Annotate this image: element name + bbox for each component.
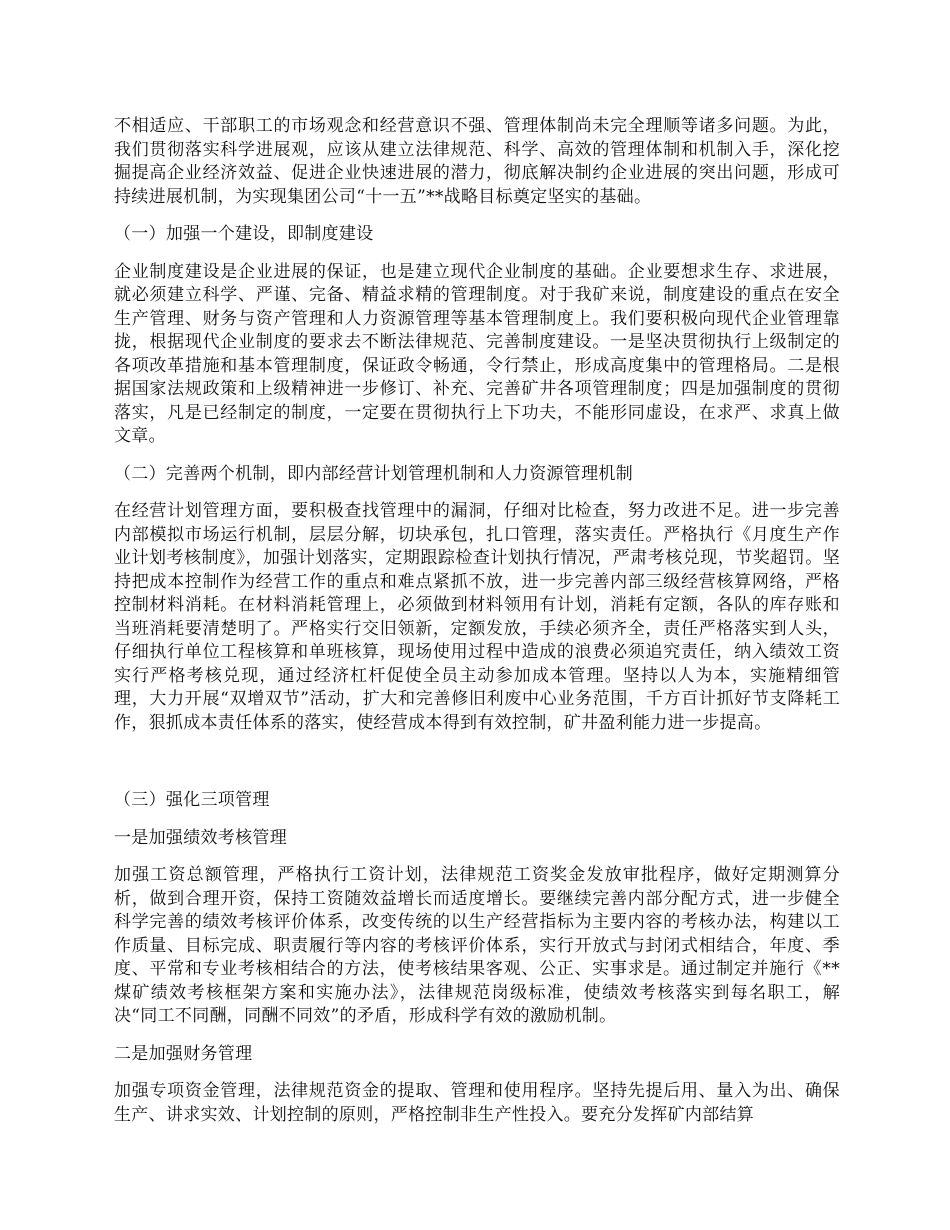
section-heading-3: （三）强化三项管理 bbox=[114, 790, 270, 810]
section-heading-1: （一）加强一个建设，即制度建设 bbox=[114, 224, 374, 244]
intro-paragraph: 不相适应、干部职工的市场观念和经营意识不强、管理体制尚未完全理顺等诸多问题。为此，我们贯彻落实科学进展观，应该从建立法律规范、科学、高效的管理体制和机制入手，深化挖掘提高企业经济效益、促进企业快速进展的潜力，彻底解决制约企业进展的突出问题，形成可持续进展机制，为实现集团公司“十一五”**战略目标奠定坚实的基础。 bbox=[114, 116, 840, 207]
subsection-2-paragraph: 加强专项资金管理，法律规范资金的提取、管理和使用程序。坚持先提后用、量入为出、确保生产、讲求实效、计划控制的原则，严格控制非生产性投入。要充分发挥矿内部结算 bbox=[114, 1081, 840, 1125]
subsection-1-paragraph: 加强工资总额管理，严格执行工资计划，法律规范工资奖金发放审批程序，做好定期测算分析，做到合理开资，保持工资随效益增长而适度增长。要继续完善内部分配方式，进一步健全科学完善的绩效考核评价体系，改变传统的以生产经营指标为主要内容的考核办法，构建以工作质量、目标完成、职责履行等内容的考核评价体系，实行开放式与封闭式相结合，年度、季度、平常和专业考核相结合的方法，使考核结果客观、公正、实事求是。通过制定并施行《**煤矿绩效考核框架方案和实施办法》，法律规范岗级标准，使绩效考核落实到每名职工，解决“同工不同酬，同酬不同效”的矛盾，形成科学有效的激励机制。 bbox=[114, 865, 840, 1026]
section-heading-2: （二）完善两个机制，即内部经营计划管理机制和人力资源管理机制 bbox=[114, 463, 633, 484]
subsection-heading-1: 一是加强绩效考核管理 bbox=[114, 827, 287, 848]
section-1-paragraph: 企业制度建设是企业进展的保证，也是建立现代企业制度的基础。企业要想求生存、求进展，就必须建立科学、严谨、完备、精益求精的管理制度。对于我矿来说，制度建设的重点在安全生产管理、财务与资产管理和人力资源管理等基本管理制度上。我们要积极向现代企业管理靠拢，根据现代企业制度的要求去不断法律规范、完善制度建设。一是坚决贯彻执行上级制定的各项改革措施和基本管理制度，保证政令畅通，令行禁止，形成高度集中的管理格局。二是根据国家法规政策和上级精神进一步修订、补充、完善矿井各项管理制度；四是加强制度的贯彻落实，凡是已经制定的制度，一定要在贯彻执行上下功夫，不能形同虚设，在求严、求真上做文章。 bbox=[114, 261, 840, 446]
document-body bbox=[114, 115, 840, 1141]
section-2-paragraph: 在经营计划管理方面，要积极查找管理中的漏洞，仔细对比检查，努力改进不足。进一步完善内部模拟市场运行机制，层层分解，切块承包，扎口管理，落实责任。严格执行《月度生产作业计划考核制度》，加强计划落实，定期跟踪检查计划执行情况，严肃考核兑现，节奖超罚。坚持把成本控制作为经营工作的重点和难点紧抓不放，进一步完善内部三级经营核算网络，严格控制材料消耗。在材料消耗管理上，必须做到材料领用有计划，消耗有定额，各队的库存账和当班消耗要清楚明了。严格实行交旧领新，定额发放，手续必须齐全，责任严格落实到人头，仔细执行单位工程核算和单班核算，现场使用过程中造成的浪费必须追究责任，纳入绩效工资实行严格考核兑现，通过经济杠杆促使全员主动参加成本管理。坚持以人为本，实施精细管理，大力开展“双增双节”活动，扩大和完善修旧利废中心业务范围，千方百计抓好节支降耗工作，狠抓成本责任体系的落实，使经营成本得到有效控制，矿井盈利能力进一步提高。 bbox=[114, 501, 840, 733]
blank-spacer bbox=[114, 749, 840, 789]
subsection-heading-2: 二是加强财务管理 bbox=[114, 1043, 253, 1064]
